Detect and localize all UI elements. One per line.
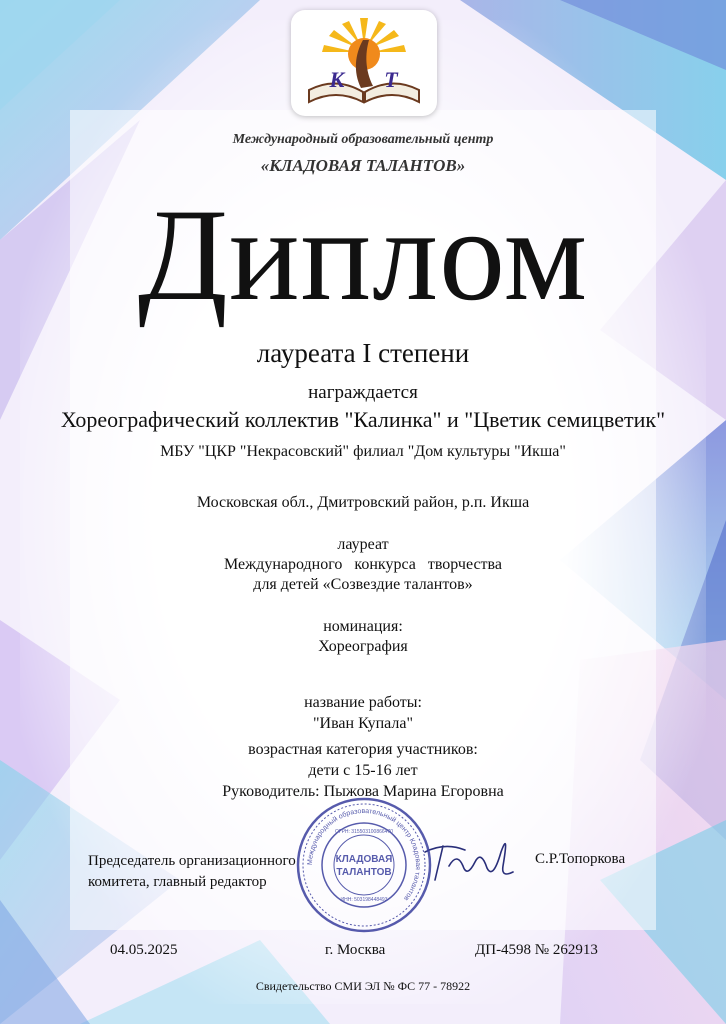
- degree-text: лауреата I степени: [256, 338, 470, 368]
- awarded-label: награждается: [308, 382, 418, 403]
- institution-name: МБУ "ЦКР "Некрасовский" филиал "Дом культуры "Икша": [160, 443, 566, 460]
- logo: [291, 10, 437, 116]
- work-title-value: "Иван Купала": [313, 715, 413, 732]
- official-stamp: [294, 795, 434, 935]
- age-category-value: дети с 15-16 лет: [308, 762, 418, 779]
- organization-name-line2: «КЛАДОВАЯ ТАЛАНТОВ»: [260, 156, 466, 175]
- nomination-value: Хореография: [318, 638, 408, 655]
- stamp-center-line2: ТАЛАНТОВ: [336, 867, 392, 878]
- contest-name-line2: для детей «Созвездие талантов»: [253, 576, 473, 593]
- media-certificate: Свидетельство СМИ ЭЛ № ФС 77 - 78922: [255, 979, 471, 993]
- signatory-name: С.Р.Топоркова: [535, 851, 626, 867]
- location-text: Московская обл., Дмитровский район, р.п. Икша: [196, 494, 530, 511]
- stamp-center-line1: КЛАДОВАЯ: [335, 854, 393, 865]
- contest-label: лауреат: [337, 536, 389, 553]
- signatory-position: [88, 851, 296, 893]
- stamp-inn: ИНН: 503198448493: [340, 897, 388, 903]
- stamp-ogrn: ОГРН: 315503100866470: [334, 829, 394, 835]
- signatory-position-line2: комитета, главный редактор: [88, 874, 267, 890]
- stamp-ring-text: Международный образовательный центр Кладовая талантов: [306, 807, 422, 902]
- nomination-label: номинация:: [323, 618, 403, 635]
- winner-name: Хореографический коллектив "Калинка" и "Цветик семицветик": [60, 407, 666, 432]
- age-category-label: возрастная категория участников:: [248, 741, 478, 758]
- leader-text: Руководитель: Пыжова Марина Егоровна: [222, 783, 504, 800]
- issue-city: г. Москва: [325, 942, 386, 958]
- contest-name-line1: Международного конкурса творчества: [224, 556, 502, 573]
- logo-letter-t: Т: [384, 67, 398, 92]
- page-title: Диплом: [137, 181, 589, 328]
- signatory-position-line1: Председатель организационного: [88, 853, 296, 869]
- organization-name-line1: Международный образовательный центр: [232, 132, 494, 147]
- diploma-number: ДП-4598 № 262913: [475, 942, 598, 958]
- logo-letter-k: К: [329, 67, 345, 92]
- work-title-label: название работы:: [304, 694, 422, 711]
- issue-date: 04.05.2025: [110, 942, 178, 958]
- sun-book-hand-logo-icon: [291, 10, 437, 116]
